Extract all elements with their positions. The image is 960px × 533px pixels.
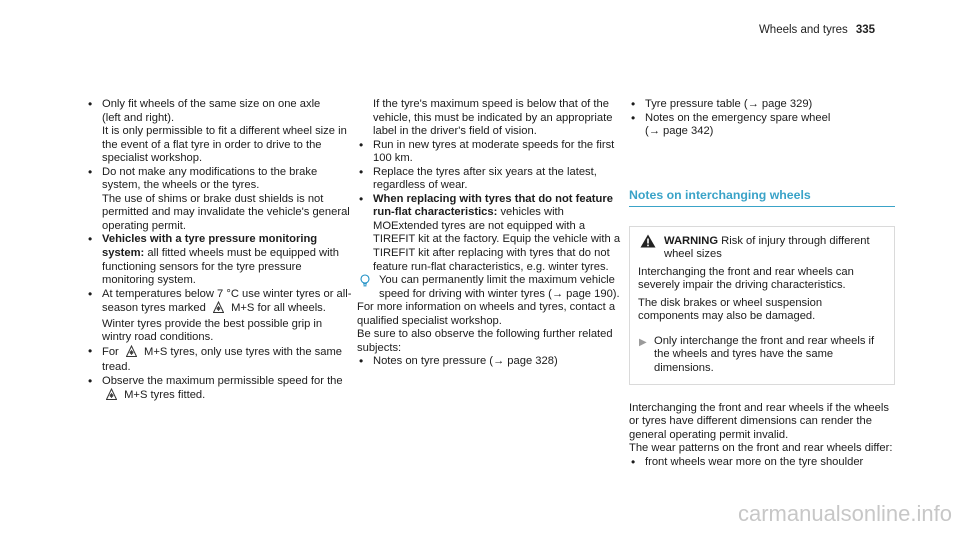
- list-item-text: M+S tyres, only use tyres with the same tread.: [102, 345, 343, 374]
- paragraph: Be sure to also observe the following further related subjects:: [357, 328, 613, 354]
- list-item: • front wheels wear more on the tyre shoulder: [629, 456, 895, 470]
- list-item-text: • Notes on the emergency spare wheel: [645, 111, 831, 124]
- action-step: [638, 335, 886, 376]
- column-3: [629, 98, 895, 469]
- list-item-text: all fitted wheels must be equipped with functioning sensors for the tyre pressure monitoring system.: [102, 247, 339, 287]
- list-item-text: It is only permissible to fit a different wheel size in the event of a flat tyre in order to drive to the specialist workshop.: [102, 125, 347, 165]
- snowflake-mountain-icon: [106, 388, 117, 405]
- list-item: • Replace the tyres after six years at the latest, regardless of wear.: [357, 166, 623, 193]
- list-item-text: (left and right).: [102, 111, 175, 124]
- list-item-text: • Only fit wheels of the same size on one axle: [102, 98, 321, 110]
- list-item-text: (→ page 342): [645, 125, 714, 138]
- paragraph: The wear patterns on the front and rear wheels differ:: [629, 442, 893, 455]
- list-item: [86, 375, 352, 405]
- list-item: [629, 112, 895, 139]
- list-item: • Tyre pressure table (→ page 329): [629, 98, 895, 112]
- action-text: Only interchange the front and rear wheels if the wheels and tyres have the same dimensions.: [654, 334, 875, 375]
- list-item-text: At temperatures below 7 °C use winter tyres or all-season tyres marked: [102, 287, 352, 315]
- list-item-text: Winter tyres provide the best possible grip in wintry road conditions.: [102, 317, 323, 344]
- warning-paragraph: The disk brakes or wheel suspension components may also be damaged.: [638, 296, 823, 323]
- page-header: [759, 24, 875, 36]
- list-item: [86, 233, 352, 287]
- list-item-text: The use of shims or brake dust shields is not permitted and may invalidate the vehicle's general operating permit.: [102, 192, 350, 232]
- tip-note: [357, 274, 623, 301]
- list-item-text: • Do not make any modifications to the brake system, the wheels or the tyres.: [102, 165, 318, 192]
- heading-rule: [629, 206, 895, 207]
- action-arrow-icon: ▶: [639, 336, 647, 348]
- warning-triangle-icon: [640, 234, 656, 248]
- header-section: Wheels and tyres: [758, 24, 848, 36]
- bold-lead: Vehicles with a tyre pressure monitoring system:: [102, 233, 318, 260]
- snowflake-mountain-icon: [126, 345, 137, 362]
- list-item-text: vehicles with MOExtended tyres are not equipped with a TIREFIT kit at the factory. Equip the vehicle with a TIREFIT kit after replacing with tyres that do not feature run-flat characteristics, e.g. winter tyres.: [373, 206, 621, 273]
- paragraph: For more information on wheels and tyres, contact a qualified specialist workshop.: [357, 301, 616, 327]
- watermark: carmanualsonline.info: [737, 501, 952, 526]
- warning-box: [629, 226, 895, 385]
- list-item: [86, 166, 352, 234]
- warning-paragraph: Interchanging the front and rear wheels can severely impair the driving characteristics.: [638, 265, 854, 292]
- snowflake-mountain-icon: [213, 301, 224, 318]
- list-item: • Run in new tyres at moderate speeds for the first 100 km.: [357, 139, 623, 166]
- section-heading: Notes on interchanging wheels: [629, 187, 811, 202]
- paragraph: If the tyre's maximum speed is below that of the vehicle, this must be indicated by an appropriate label in the driver's field of vision.: [373, 98, 613, 138]
- tip-text: You can permanently limit the maximum vehicle speed for driving with winter tyres (→ page 190).: [379, 274, 620, 300]
- column-2: [357, 98, 623, 369]
- warning-title: Risk of injury through different wheel sizes: [664, 234, 870, 261]
- list-item: [86, 345, 352, 375]
- list-item-text: M+S tyres fitted.: [124, 389, 206, 402]
- warning-header: [638, 235, 886, 262]
- list-item-text: M+S for all wheels.: [231, 302, 326, 315]
- column-1: [86, 98, 352, 405]
- bold-lead: When replacing with tyres that do not feature run-flat characteristics:: [373, 192, 613, 219]
- list-item: [86, 98, 352, 166]
- list-item: • Notes on tyre pressure (→ page 328): [357, 355, 623, 369]
- paragraph: Interchanging the front and rear wheels if the wheels or tyres have different dimensions can render the general operating permit invalid.: [629, 401, 889, 441]
- info-lightbulb-icon: [359, 274, 371, 291]
- page-number: 335: [855, 24, 875, 36]
- list-item: [86, 288, 352, 345]
- list-item-text: For: [102, 345, 119, 358]
- warning-label: WARNING: [664, 234, 719, 247]
- list-item: [357, 193, 623, 274]
- list-item-text: Observe the maximum permissible speed for the: [102, 374, 343, 387]
